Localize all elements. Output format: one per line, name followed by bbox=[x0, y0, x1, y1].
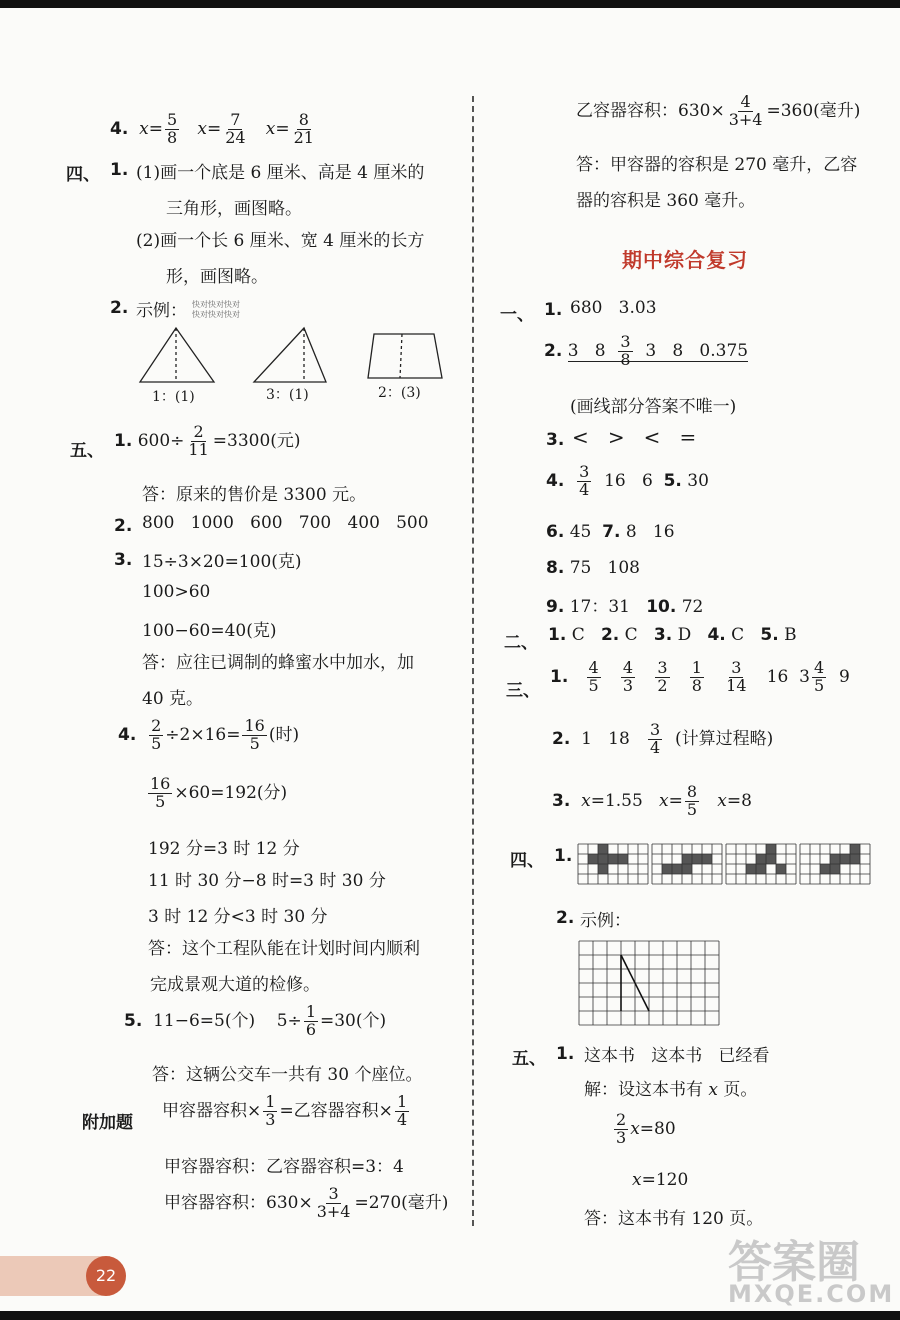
page-number: 22 bbox=[86, 1256, 126, 1296]
equation: 乙容器容积：630× $\frac{4}{3+4}$ =360(毫升) bbox=[576, 92, 861, 129]
shaded-cell bbox=[850, 854, 860, 864]
figure-label: 3：(1) bbox=[266, 387, 309, 403]
answer-text: (2)画一个长 6 厘米、宽 4 厘米的长方 bbox=[136, 231, 425, 251]
answer-text: 答：原来的售价是 3300 元。 bbox=[142, 485, 367, 505]
answer-text: 完成景观大道的检修。 bbox=[150, 975, 320, 995]
question-number: 2. bbox=[110, 298, 129, 318]
figure-label: 1：(1) bbox=[152, 389, 195, 405]
answer-text: 示例： bbox=[136, 301, 187, 321]
answer-text: 答：这个工程队能在计划时间内顺利 bbox=[148, 939, 420, 959]
answer-text: 答：这本书有 120 页。 bbox=[584, 1209, 764, 1229]
answer-text: < > < = bbox=[572, 425, 697, 449]
triangle-2 bbox=[254, 328, 326, 382]
shaded-cell bbox=[608, 854, 618, 864]
stamp-text: 快对快对快对 快对快对快对 bbox=[192, 300, 240, 319]
equation: 4. $\frac{3}{4}$ 16 6 5. 30 bbox=[546, 462, 709, 499]
question-number: 2. bbox=[114, 516, 133, 536]
question-number: 2. bbox=[556, 908, 575, 928]
shaded-cell bbox=[850, 844, 860, 854]
answer-text: 11 时 30 分−8 时=3 时 30 分 bbox=[148, 871, 386, 891]
answer-row: 9. 17：31 10. 72 bbox=[546, 597, 704, 617]
equation: 3. x=1.55 x= $\frac{8}{5}$ x=8 bbox=[552, 782, 752, 819]
section-label: 一、 bbox=[500, 305, 534, 325]
shaded-cell bbox=[662, 864, 672, 874]
answer-text: 680 3.03 bbox=[570, 298, 657, 318]
example-grid bbox=[578, 940, 722, 1026]
section-label: 二、 bbox=[504, 633, 538, 653]
equation: 甲容器容积：630× $\frac{3}{3+4}$ =270(毫升) bbox=[164, 1184, 449, 1221]
answer-text: 形，画图略。 bbox=[166, 267, 268, 287]
shaded-cell bbox=[692, 854, 702, 864]
shaded-cell bbox=[746, 864, 756, 874]
shaded-cell bbox=[598, 864, 608, 874]
shaded-cell bbox=[830, 854, 840, 864]
fraction: $\frac{5}{8}$ bbox=[166, 110, 178, 147]
section-label: 五、 bbox=[512, 1049, 546, 1069]
shaded-cell bbox=[618, 854, 628, 864]
shaded-cell bbox=[598, 844, 608, 854]
figure-label: 2：(3) bbox=[378, 385, 421, 401]
answer-text: 答：应往已调制的蜂蜜水中加水，加 bbox=[142, 653, 414, 673]
question-number: 3. bbox=[546, 430, 565, 450]
section-label: 五、 bbox=[70, 441, 104, 461]
shaded-cell bbox=[820, 864, 830, 874]
equation: 甲容器容积× $\frac{1}{3}$ =乙容器容积× $\frac{1}{4}$ bbox=[162, 1092, 408, 1129]
answer-text: 800 1000 600 700 400 500 bbox=[142, 513, 429, 533]
question-number: 1. bbox=[554, 846, 573, 866]
question-number: 1. bbox=[556, 1044, 575, 1064]
shaded-cell bbox=[766, 854, 776, 864]
shaded-cell bbox=[840, 854, 850, 864]
equation: x=120 bbox=[632, 1170, 689, 1190]
question-number: 3. bbox=[114, 550, 133, 570]
answer-text: 甲容器容积：乙容器容积=3：4 bbox=[164, 1157, 404, 1177]
section-label: 四、 bbox=[66, 165, 100, 185]
answer-text: 这本书 这本书 已经看 bbox=[584, 1046, 770, 1066]
answer-row: 1. C 2. C 3. D 4. C 5. B bbox=[548, 625, 797, 645]
section-label: 四、 bbox=[510, 851, 544, 871]
answer-text: 三角形，画图略。 bbox=[166, 199, 302, 219]
shaded-cell bbox=[756, 854, 766, 864]
answer-text: 40 克。 bbox=[142, 689, 204, 709]
shaded-cell bbox=[588, 854, 598, 864]
shaded-cell bbox=[776, 864, 786, 874]
grid-figures bbox=[576, 842, 872, 892]
shaded-cell bbox=[682, 854, 692, 864]
section-title: 期中综合复习 bbox=[622, 248, 748, 272]
fraction: $\frac{7}{24}$ bbox=[225, 110, 246, 147]
equation: $\frac{16}{5}$ ×60=192(分) bbox=[150, 774, 288, 811]
equation: $\frac{2}{3}$ x=80 bbox=[616, 1110, 676, 1147]
answer-text: 答：甲容器的容积是 270 毫升，乙容 bbox=[576, 155, 858, 175]
q4-line: 4. x= $\frac{5}{8}$ x= $\frac{7}{24}$ x= $\frac{8}{21}$ bbox=[110, 110, 314, 147]
trapezoid bbox=[368, 334, 442, 378]
answer-row: 6. 45 7. 8 16 bbox=[546, 522, 675, 542]
shaded-cell bbox=[672, 864, 682, 874]
shaded-cell bbox=[766, 844, 776, 854]
answer-text: 192 分=3 时 12 分 bbox=[148, 839, 300, 859]
equation: 5. 11−6=5(个) 5÷ $\frac{1}{6}$ =30(个) bbox=[124, 1002, 387, 1039]
triangle-1 bbox=[140, 328, 214, 382]
section-label: 三、 bbox=[506, 681, 540, 701]
answer-text: 解：设这本书有 x 页。 bbox=[584, 1080, 758, 1100]
shaded-cell bbox=[756, 864, 766, 874]
answer-text: 100>60 bbox=[142, 582, 211, 602]
watermark-url: MXQE.COM bbox=[728, 1280, 895, 1308]
column-divider bbox=[472, 96, 474, 1226]
answer-text: 答：这辆公交车一共有 30 个座位。 bbox=[152, 1065, 423, 1085]
watermark: 答案圈 bbox=[728, 1237, 860, 1288]
equation: 1. 600÷ $\frac{2}{11}$ =3300(元) bbox=[114, 422, 301, 459]
equation: 1. $\frac{4}{5}$ $\frac{4}{3}$ $\frac{3}{2}$ $\frac{1}{8}$ $\frac{3}{14}$ 16 3 $\frac{4}{5}$ 9 bbox=[550, 658, 850, 695]
answer-text: 3 时 12 分<3 时 30 分 bbox=[148, 907, 328, 927]
equation: 4. $\frac{2}{5}$ ÷2×16= $\frac{16}{5}$ (时) bbox=[118, 716, 300, 753]
note-text: (画线部分答案不唯一) bbox=[570, 397, 737, 417]
answer-text: (1)画一个底是 6 厘米、高是 4 厘米的 bbox=[136, 163, 425, 183]
answer-text: 示例： bbox=[580, 911, 631, 931]
bottom-border bbox=[0, 1311, 900, 1320]
answer-row: 8. 75 108 bbox=[546, 558, 640, 578]
shapes-figure bbox=[134, 322, 454, 388]
answer-text: 器的容积是 360 毫升。 bbox=[576, 191, 756, 211]
fraction: $\frac{8}{21}$ bbox=[293, 110, 314, 147]
shaded-cell bbox=[702, 854, 712, 864]
answer-text: 100−60=40(克) bbox=[142, 621, 277, 641]
question-number: 1. bbox=[544, 300, 563, 320]
question-number: 1. bbox=[110, 160, 129, 180]
equation: 2. 1 18 $\frac{3}{4}$ (计算过程略) bbox=[552, 720, 774, 757]
answer-text: 15÷3×20=100(克) bbox=[142, 552, 302, 572]
shaded-cell bbox=[598, 854, 608, 864]
equation: 2. 3 8 $\frac{3}{8}$ 3 8 0.375 bbox=[544, 332, 749, 369]
shaded-cell bbox=[830, 864, 840, 874]
extra-title: 附加题 bbox=[82, 1113, 133, 1133]
top-border bbox=[0, 0, 900, 8]
shaded-cell bbox=[682, 864, 692, 874]
question-number: 4. bbox=[110, 118, 129, 139]
